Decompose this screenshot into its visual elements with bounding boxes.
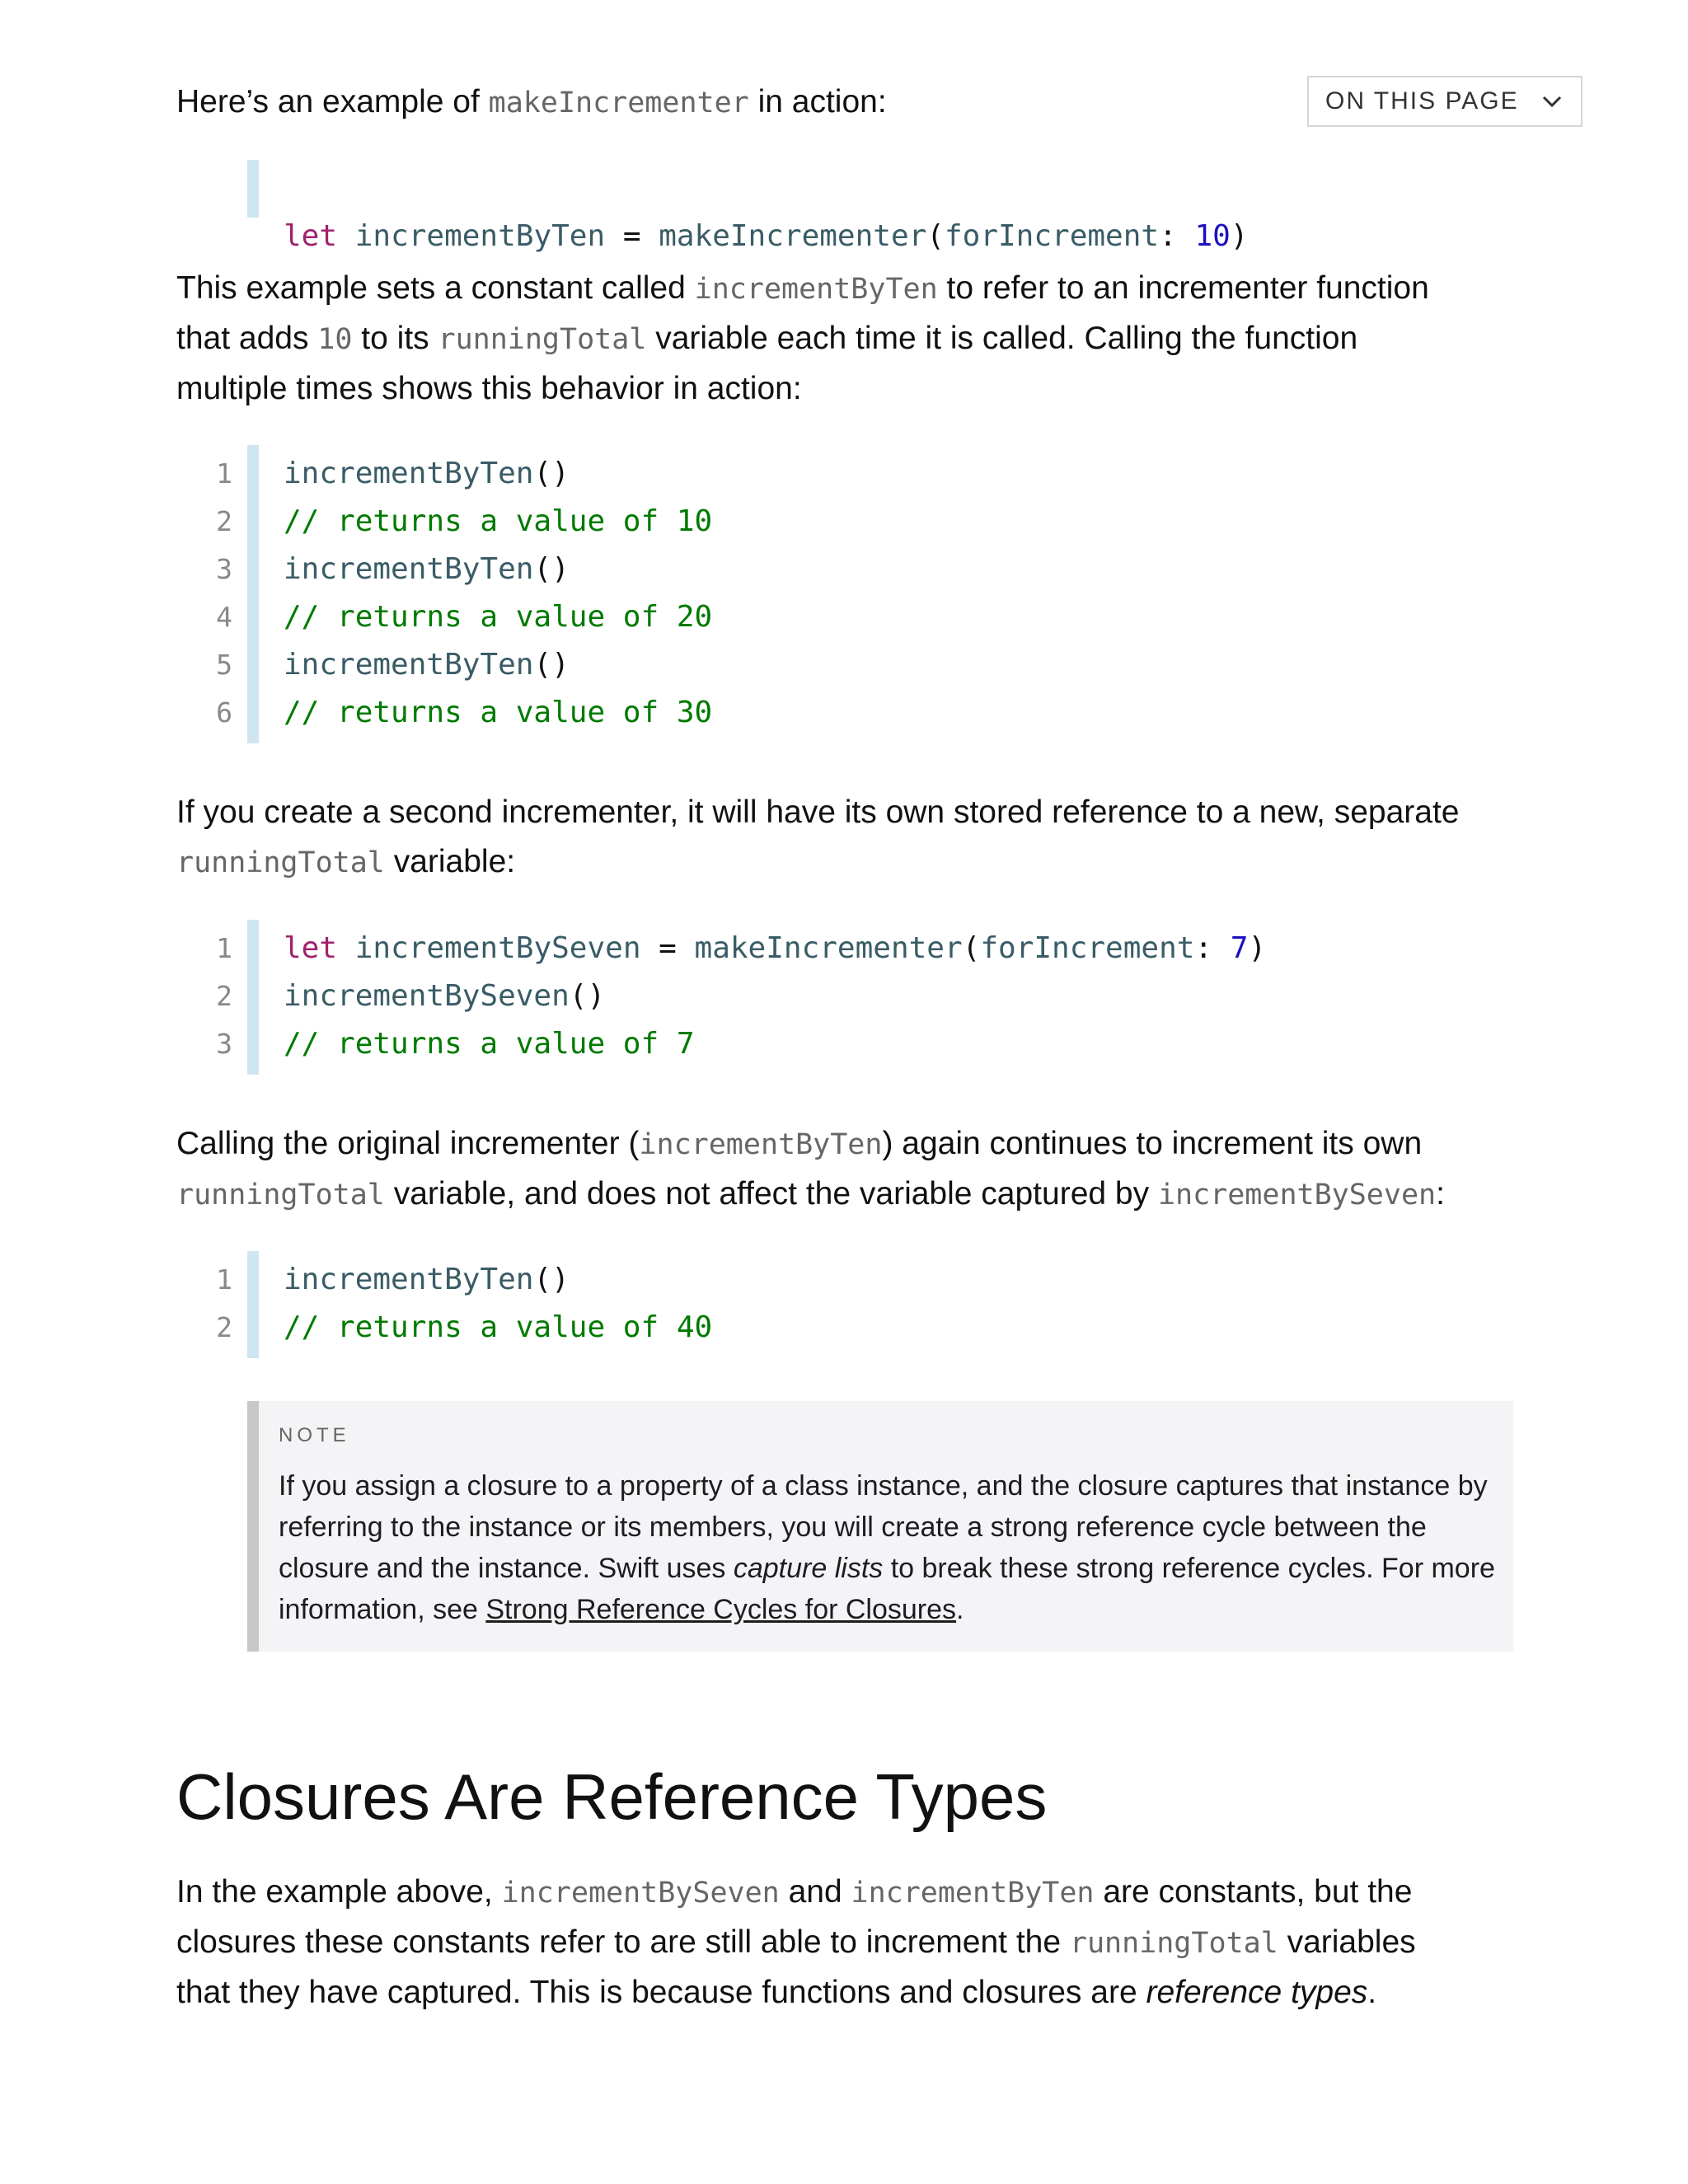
- chevron-down-icon: [1541, 92, 1563, 110]
- keyword: let: [284, 219, 338, 253]
- inline-code: incrementByTen: [694, 273, 938, 306]
- text: ) again continues to increment its own: [882, 1126, 1423, 1161]
- text: that they have captured. This is because functions and closures are: [176, 1975, 1146, 2010]
- inline-code: runningTotal: [176, 846, 385, 879]
- code-line: [176, 1304, 1528, 1352]
- line-number: 2: [216, 505, 232, 537]
- code-line: [176, 925, 1528, 972]
- strong-reference-cycles-link[interactable]: Strong Reference Cycles for Closures: [485, 1594, 957, 1625]
- paragraph-4: [176, 1119, 1528, 1220]
- text: that adds: [176, 321, 318, 356]
- line-number: 2: [216, 980, 232, 1012]
- paren: (: [926, 219, 945, 253]
- function-call: incrementByTen: [284, 648, 534, 682]
- line-number: 3: [216, 553, 232, 585]
- paren: (): [569, 979, 606, 1013]
- line: [176, 1918, 1528, 1968]
- line: [176, 1968, 1528, 2018]
- function-name: makeIncrementer: [659, 219, 927, 253]
- inline-code: runningTotal: [1069, 1927, 1278, 1960]
- argument-label: forIncrement: [980, 931, 1195, 965]
- line-number: 5: [216, 649, 232, 681]
- operator: =: [640, 931, 695, 965]
- note-bar: [247, 1401, 259, 1652]
- on-this-page-label: ON THIS PAGE: [1325, 87, 1519, 115]
- inline-code: incrementByTen: [639, 1128, 883, 1161]
- text: :: [1436, 1176, 1445, 1212]
- comment: // returns a value of 7: [284, 1027, 695, 1061]
- text: .: [956, 1594, 964, 1625]
- code-line: [176, 546, 1528, 593]
- paragraph-intro: [176, 77, 1528, 128]
- text: variable each time it is called. Calling the function: [646, 321, 1358, 356]
- line-number: 3: [216, 1028, 232, 1060]
- text: If you assign a closure to a property of a class instance, and the closure captures that instance by referring to the instance or its members, you will create a strong reference cycle between the closure and the instance. Swift uses: [279, 1470, 1488, 1584]
- comment: // returns a value of 40: [284, 1310, 713, 1344]
- text: .: [1367, 1975, 1377, 2010]
- inline-code: 10: [317, 323, 353, 356]
- paren: (): [533, 1263, 570, 1296]
- comment: // returns a value of 30: [284, 696, 713, 729]
- section-heading: Closures Are Reference Types: [176, 1760, 1048, 1833]
- text: Calling the original incrementer (: [176, 1126, 640, 1161]
- identifier: incrementBySeven: [354, 931, 641, 965]
- text: multiple times shows this behavior in action:: [176, 371, 802, 406]
- function-name: makeIncrementer: [694, 931, 963, 965]
- line: [176, 837, 1528, 888]
- line: [176, 788, 1528, 837]
- code-line: [176, 498, 1528, 546]
- paren: (): [533, 648, 570, 682]
- code-line: [176, 972, 1528, 1020]
- code-line: [176, 1020, 1528, 1068]
- text: variable:: [384, 844, 516, 879]
- text: are constants, but the: [1094, 1874, 1413, 1910]
- comment: // returns a value of 10: [284, 504, 713, 538]
- text: In the example above,: [176, 1874, 502, 1910]
- code-block-3: [176, 920, 1528, 1075]
- text: This example sets a constant called: [176, 270, 695, 306]
- text: variable, and does not affect the variable captured by: [384, 1176, 1158, 1212]
- function-call: incrementByTen: [284, 457, 534, 490]
- note-label: NOTE: [279, 1424, 350, 1446]
- argument-label: forIncrement: [944, 219, 1160, 253]
- code-line: [176, 689, 1528, 737]
- line-number: 4: [216, 601, 232, 633]
- text: If you create a second incrementer, it will have its own stored reference to a new, separate: [176, 794, 1460, 830]
- line: [176, 1119, 1528, 1169]
- inline-code: makeIncrementer: [488, 87, 749, 120]
- code-line: [176, 1256, 1528, 1304]
- paragraph-2: [176, 264, 1528, 414]
- paren: ): [1248, 931, 1267, 965]
- inline-code: incrementBySeven: [1157, 1179, 1437, 1212]
- text: variables: [1278, 1924, 1416, 1960]
- emphasis: capture lists: [733, 1553, 884, 1584]
- line-number: 1: [216, 1263, 232, 1296]
- line: [176, 1169, 1528, 1220]
- text: to break these strong reference cycles. For more information, see: [279, 1553, 1495, 1625]
- line-number: 1: [216, 932, 232, 964]
- text: closures these constants refer to are still able to increment the: [176, 1924, 1070, 1960]
- note-callout: [247, 1401, 1513, 1652]
- inline-code: incrementByTen: [851, 1877, 1095, 1910]
- inline-code: runningTotal: [176, 1179, 385, 1212]
- number-literal: 7: [1230, 931, 1249, 965]
- code-line: [176, 450, 1528, 498]
- keyword: let: [284, 931, 338, 965]
- text: in action:: [748, 84, 887, 120]
- line: [176, 264, 1528, 314]
- function-call: incrementByTen: [284, 552, 534, 586]
- code-line: [176, 165, 1528, 253]
- paren: (): [533, 457, 570, 490]
- text: and: [779, 1874, 851, 1910]
- code-line: [176, 593, 1528, 641]
- note-body: [279, 1465, 1498, 1630]
- identifier: incrementByTen: [354, 219, 606, 253]
- text: to refer to an incrementer function: [937, 270, 1429, 306]
- line-number: 1: [216, 457, 232, 490]
- code-block-1: [176, 160, 1528, 253]
- text: Here’s an example of: [176, 84, 489, 120]
- code-block-2: [176, 445, 1528, 743]
- inline-code: runningTotal: [438, 323, 647, 356]
- paren: ): [1230, 219, 1249, 253]
- inline-code: incrementBySeven: [501, 1877, 780, 1910]
- function-call: incrementBySeven: [284, 979, 570, 1013]
- colon: :: [1194, 931, 1231, 965]
- operator: =: [605, 219, 659, 253]
- paren: (): [533, 552, 570, 586]
- emphasis: reference types: [1146, 1975, 1368, 2010]
- paragraph-5: [176, 1868, 1528, 2018]
- paren: (: [962, 931, 981, 965]
- code-line: [176, 641, 1528, 689]
- line: [176, 314, 1528, 364]
- function-call: incrementByTen: [284, 1263, 534, 1296]
- paragraph-3: [176, 788, 1528, 888]
- number-literal: 10: [1194, 219, 1231, 253]
- line-number: 2: [216, 1311, 232, 1343]
- line: [176, 364, 1528, 414]
- colon: :: [1159, 219, 1195, 253]
- text: to its: [352, 321, 438, 356]
- code-block-4: [176, 1251, 1528, 1358]
- line-number: 6: [216, 696, 232, 729]
- comment: // returns a value of 20: [284, 600, 713, 634]
- line: [176, 1868, 1528, 1918]
